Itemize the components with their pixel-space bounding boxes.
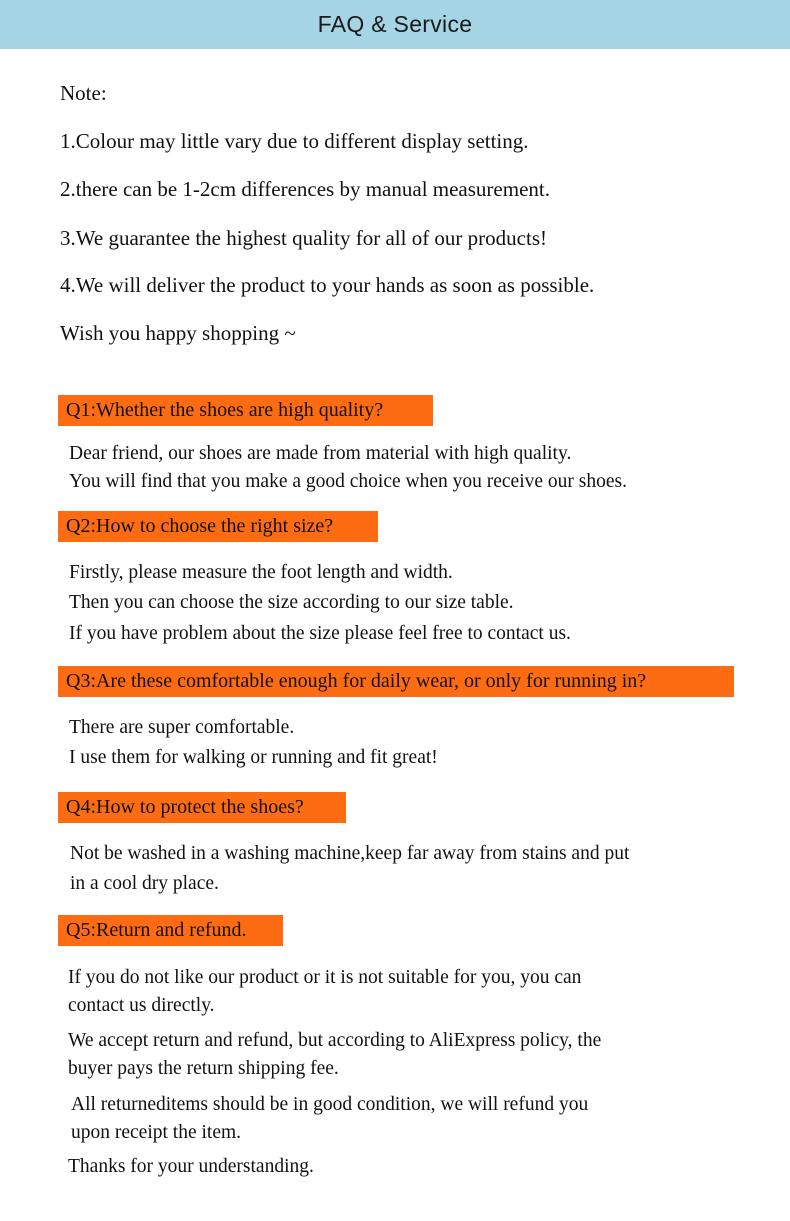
faq-answer-line: There are super comfortable. [69, 717, 295, 738]
faq-question-q2: Q2:How to choose the right size? [58, 511, 378, 542]
faq-answer-line: If you have problem about the size please feel free to contact us. [69, 623, 571, 644]
page-title: FAQ & Service [317, 11, 473, 37]
faq-question-q5: Q5:Return and refund. [58, 915, 283, 946]
faq-answer-line: Dear friend, our shoes are made from material with high quality. [69, 443, 572, 464]
note-item-2: 2.there can be 1-2cm differences by manual measurement. [60, 177, 550, 201]
note-label: Note: [60, 81, 107, 105]
faq-answer-line: buyer pays the return shipping fee. [68, 1058, 339, 1079]
faq-answer-line: contact us directly. [68, 995, 215, 1016]
faq-answer-line: Thanks for your understanding. [68, 1156, 314, 1177]
faq-answer-line: I use them for walking or running and fit great! [69, 747, 438, 768]
note-closing: Wish you happy shopping ~ [60, 321, 296, 345]
faq-question-q3: Q3:Are these comfortable enough for daily wear, or only for running in? [58, 666, 734, 697]
note-item-1: 1.Colour may little vary due to different display setting. [60, 129, 529, 153]
faq-answer-line: We accept return and refund, but according to AliExpress policy, the [68, 1030, 602, 1051]
faq-question-q1: Q1:Whether the shoes are high quality? [58, 395, 433, 426]
faq-answer-line: You will find that you make a good choice when you receive our shoes. [69, 471, 627, 492]
faq-answer-line: Not be washed in a washing machine,keep far away from stains and put [70, 843, 630, 864]
faq-answer-line: Firstly, please measure the foot length and width. [69, 562, 453, 583]
faq-answer-line: Then you can choose the size according to our size table. [69, 592, 514, 613]
note-item-4: 4.We will deliver the product to your hands as soon as possible. [60, 273, 595, 297]
note-item-3: 3.We guarantee the highest quality for all of our products! [60, 226, 547, 250]
faq-question-q4: Q4:How to protect the shoes? [58, 792, 346, 823]
faq-service-header [0, 0, 790, 49]
faq-answer-line: If you do not like our product or it is not suitable for you, you can [68, 967, 582, 988]
faq-answer-line: upon receipt the item. [71, 1122, 242, 1143]
faq-answer-line: in a cool dry place. [70, 873, 219, 894]
faq-answer-line: All returneditems should be in good condition, we will refund you [71, 1094, 589, 1115]
